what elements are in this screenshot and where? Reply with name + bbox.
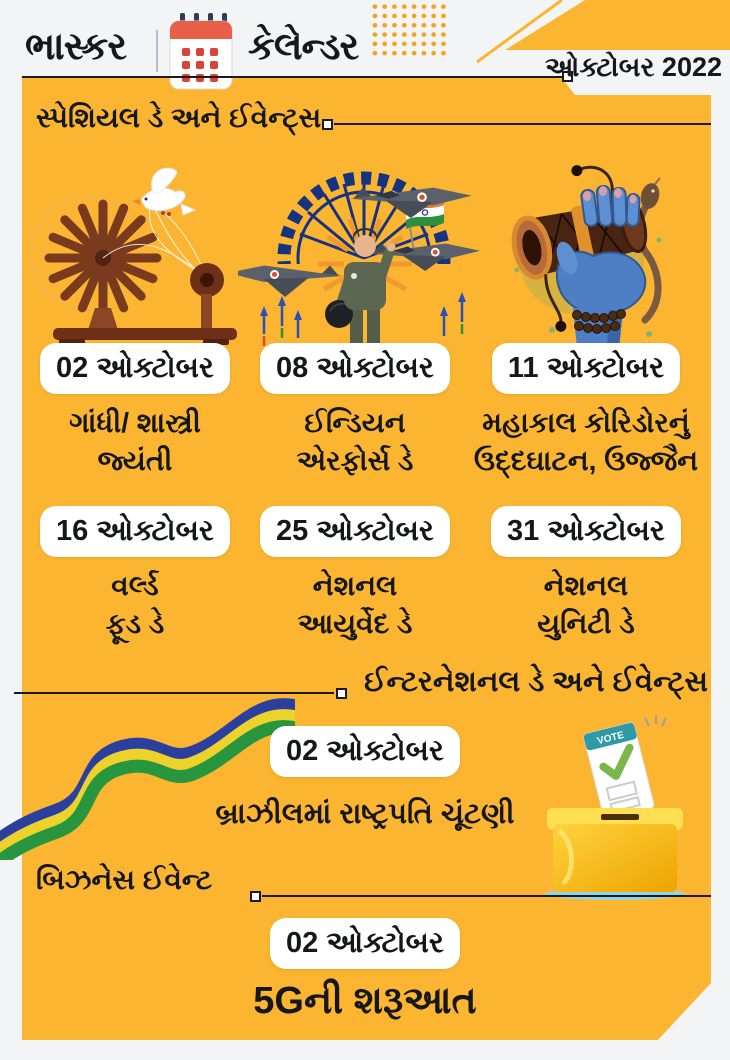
event-label-line2: એરફોર્સ ડે (296, 445, 414, 476)
charkha-dove-illustration (25, 158, 265, 345)
event-card-oct11 (458, 343, 714, 480)
calendar-icon (168, 12, 234, 92)
month-label: ઓક્ટોબર 2022 (544, 52, 722, 82)
event-card-biz-oct02 (240, 918, 490, 969)
event-label-line1: નેશનલ (543, 570, 629, 601)
business-rule-endcap (250, 891, 261, 902)
special-rule-line (334, 123, 711, 125)
date-badge: 11 ઓક્ટોબર (492, 343, 680, 394)
date-badge: 31 ઓક્ટોબર (491, 506, 681, 557)
business-event-label: 5Gની શરૂઆત (253, 980, 477, 1022)
event-label-line1: ઈન્ડિયન (304, 407, 406, 438)
date-badge: 16 ઓક્ટોબર (40, 506, 230, 557)
section-title-special: સ્પેશિયલ ડે અને ઈવેન્ટ્સ (36, 102, 322, 133)
date-badge: 08 ઓક્ટોબર (260, 343, 450, 394)
event-label-line1: નેશનલ (312, 570, 398, 601)
product-title: કેલેન્ડર (248, 26, 359, 68)
vote-label: VOTE (596, 729, 626, 748)
shiva-hand-icon (553, 185, 646, 348)
date-badge: 02 ઓક્ટોબર (270, 726, 460, 777)
event-card-oct25 (248, 506, 462, 643)
international-event-label: બ્રાઝીલમાં રાષ્ટ્રપતિ ચૂંટણી (215, 798, 515, 830)
international-rule-endcap (336, 688, 347, 699)
event-card-oct16 (22, 506, 248, 643)
brand-logo-text: ભાસ્કર (25, 26, 126, 68)
event-label-line1: ગાંધી/ શાસ્ત્રી (69, 407, 201, 438)
section-title-business: બિઝનેસ ઈવેન્ટ (36, 864, 213, 895)
date-badge: 02 ઓક્ટોબર (270, 918, 460, 969)
event-card-oct02 (22, 343, 248, 480)
brand-divider (156, 30, 158, 72)
event-label-line2: ફૂડ ડે (105, 608, 165, 639)
dots-pattern-decor (370, 2, 448, 58)
business-rule-line (262, 895, 711, 897)
special-rule-endcap (322, 119, 333, 130)
event-label-line2: યુનિટી ડે (537, 608, 635, 639)
ballot-paper-icon (583, 722, 655, 820)
event-label-line1: વર્લ્ડ (111, 570, 159, 601)
airforce-pilot-illustration (238, 146, 490, 348)
event-label-line2: આયુર્વેદ ડે (297, 608, 413, 639)
date-badge: 25 ઓક્ટોબર (260, 506, 450, 557)
dove-icon (132, 168, 195, 216)
mahakal-damru-illustration (497, 158, 677, 348)
event-card-oct31 (458, 506, 714, 643)
event-label-line2: જ્યંતી (97, 445, 173, 476)
event-label-line2: ઉદ્દઘાટન, ઉજ્જૈન (473, 445, 699, 476)
event-label-line1: મહાકાલ કોરિડોરનું (482, 407, 690, 438)
date-badge: 02 ઓક્ટોબર (40, 343, 230, 394)
section-title-international: ઈન્ટરનેશનલ ડે અને ઈવેન્ટ્સ (364, 666, 708, 698)
event-card-intl-oct02 (240, 726, 490, 777)
event-card-oct08 (248, 343, 462, 480)
